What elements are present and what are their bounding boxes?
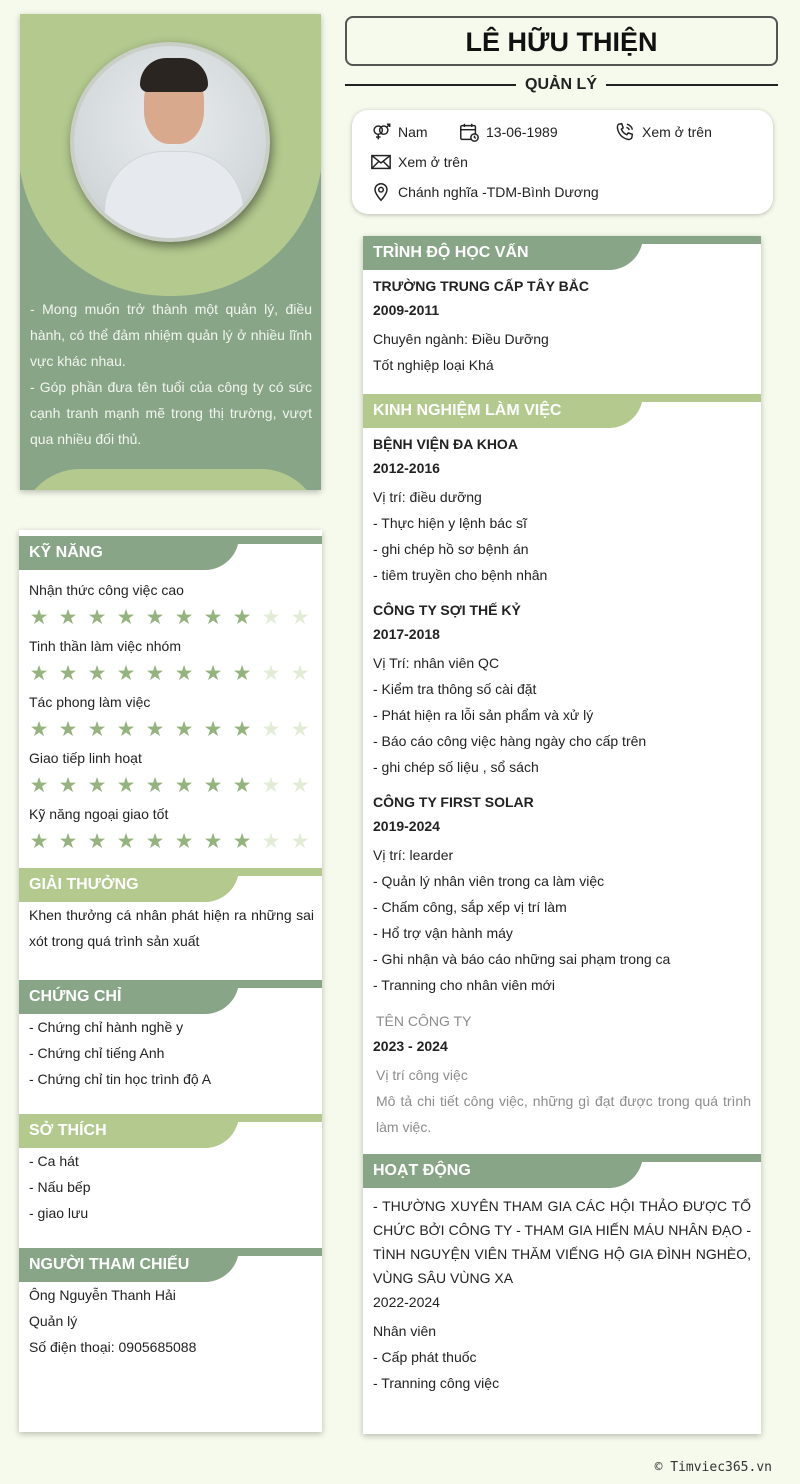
star-empty-icon: ★: [261, 830, 281, 853]
phone-icon: [614, 121, 636, 143]
awards-title: GIẢI THƯỞNG: [19, 868, 239, 902]
phone-value: Xem ở trên: [642, 124, 712, 140]
career-objective: [30, 296, 312, 452]
job-duty: - Kiểm tra thông số cài đặt: [373, 681, 537, 697]
job-duty: - Tranning cho nhân viên mới: [373, 977, 555, 993]
skill-name: Kỹ năng ngoại giao tốt: [29, 806, 169, 822]
star-filled-icon: ★: [232, 718, 252, 741]
job-duty: - Báo cáo công việc hàng ngày cho cấp trên: [373, 733, 647, 749]
skill-name: Tinh thần làm việc nhóm: [29, 638, 181, 654]
job-duty: - ghi chép hồ sơ bệnh án: [373, 541, 529, 557]
certificate-item: - Chứng chỉ tiếng Anh: [29, 1045, 165, 1061]
skill-item: [19, 748, 322, 798]
awards-text: Khen thưởng cá nhân phát hiện ra những sai xót trong quá trình sản xuất: [29, 907, 314, 949]
skills-title: KỸ NĂNG: [19, 536, 239, 570]
activities-entry: [363, 1194, 761, 1396]
education-major: Chuyên ngành: Điều Dưỡng: [373, 331, 549, 347]
birthday-value: 13-06-1989: [486, 124, 558, 140]
star-filled-icon: ★: [29, 830, 49, 853]
experience-title: KINH NGHIỆM LÀM VIỆC: [363, 394, 643, 428]
star-filled-icon: ★: [203, 718, 223, 741]
star-filled-icon: ★: [203, 774, 223, 797]
education-grade: Tốt nghiệp loại Khá: [373, 357, 494, 373]
star-filled-icon: ★: [87, 606, 107, 629]
hobbies-list: [19, 1148, 322, 1226]
star-filled-icon: ★: [58, 774, 78, 797]
star-filled-icon: ★: [232, 830, 252, 853]
certificate-item: - Chứng chỉ tin học trình độ A: [29, 1071, 212, 1087]
star-filled-icon: ★: [29, 774, 49, 797]
job-duty: - Thực hiện y lệnh bác sĩ: [373, 515, 527, 531]
star-filled-icon: ★: [116, 774, 136, 797]
star-filled-icon: ★: [87, 718, 107, 741]
address-value: Chánh nghĩa -TDM-Bình Dương: [398, 184, 599, 200]
job-duty: - Hổ trợ vận hành máy: [373, 925, 513, 941]
references-list: [19, 1282, 322, 1360]
placeholder-position: Vị trí công việc: [376, 1067, 468, 1083]
star-filled-icon: ★: [174, 662, 194, 685]
job-duty: - Quản lý nhân viên trong ca làm việc: [373, 873, 605, 889]
hobby-item: - Nấu bếp: [29, 1179, 91, 1195]
gender-icon: [370, 121, 392, 143]
hobby-item: - giao lưu: [29, 1205, 89, 1221]
star-empty-icon: ★: [261, 606, 281, 629]
hobbies-title: SỞ THÍCH: [19, 1114, 239, 1148]
activities-section-header: [363, 1148, 761, 1184]
skill-item: [19, 692, 322, 742]
star-empty-icon: ★: [261, 718, 281, 741]
star-filled-icon: ★: [145, 718, 165, 741]
star-filled-icon: ★: [145, 606, 165, 629]
contact-email: [370, 150, 468, 174]
certificates-section-header: [19, 974, 322, 1010]
profile-footer-arc: [20, 469, 321, 490]
job-duty: - Ghi nhận và báo cáo những sai phạm trong ca: [373, 951, 671, 967]
right-panel: [363, 236, 761, 1434]
job-position: Vị trí: điều dưỡng: [373, 489, 482, 505]
star-filled-icon: ★: [29, 606, 49, 629]
star-empty-icon: ★: [290, 830, 310, 853]
skill-item: [19, 804, 322, 854]
education-title: TRÌNH ĐỘ HỌC VẤN: [363, 236, 643, 270]
skill-name: Nhận thức công việc cao: [29, 582, 184, 598]
star-empty-icon: ★: [290, 662, 310, 685]
star-filled-icon: ★: [174, 718, 194, 741]
email-icon: [370, 151, 392, 173]
skill-rating: [29, 718, 322, 742]
contact-birthday: [458, 120, 558, 144]
star-filled-icon: ★: [232, 774, 252, 797]
job-duty: - Phát hiện ra lỗi sản phẩm và xử lý: [373, 707, 594, 723]
skill-rating: [29, 774, 322, 798]
job-company: BỆNH VIỆN ĐA KHOA: [373, 436, 518, 452]
placeholder-period: 2023 - 2024: [373, 1038, 448, 1054]
experience-placeholder: [363, 1008, 761, 1140]
location-pin-icon: [370, 181, 392, 203]
references-section-header: [19, 1242, 322, 1278]
avatar: [70, 42, 270, 242]
activities-title: HOẠT ĐỘNG: [363, 1154, 643, 1188]
calendar-icon: [458, 121, 480, 143]
activities-description: - THƯỜNG XUYÊN THAM GIA CÁC HỘI THẢO ĐƯỢC TỔ CHỨC BỞI CÔNG TY - THAM GIA HIẾN MÁU NHÂN ĐẠO - TÌNH NGUYỆN VIÊN THĂM VIẾNG HỘ GIA ĐÌNH NGHÈO, VÙNG SÂU VÙNG XA: [373, 1198, 751, 1286]
skill-rating: [29, 662, 322, 686]
education-entry: [363, 274, 761, 378]
star-filled-icon: ★: [116, 830, 136, 853]
references-title: NGƯỜI THAM CHIẾU: [19, 1248, 239, 1282]
skill-name: Giao tiếp linh hoạt: [29, 750, 142, 766]
star-empty-icon: ★: [261, 774, 281, 797]
job-period: 2012-2016: [373, 460, 440, 476]
certificate-item: - Chứng chỉ hành nghề y: [29, 1019, 184, 1035]
job-company: CÔNG TY FIRST SOLAR: [373, 794, 534, 810]
job-duty: - tiêm truyền cho bệnh nhân: [373, 567, 548, 583]
footer-credit: © Timviec365.vn: [654, 1460, 772, 1475]
star-filled-icon: ★: [203, 606, 223, 629]
skill-item: [19, 580, 322, 630]
star-filled-icon: ★: [58, 830, 78, 853]
star-filled-icon: ★: [29, 718, 49, 741]
objective-line: - Mong muốn trở thành một quản lý, điều hành, có thể đảm nhiệm quản lý ở nhiều lĩnh vực khác nhau.: [30, 301, 312, 369]
star-filled-icon: ★: [145, 830, 165, 853]
star-filled-icon: ★: [58, 718, 78, 741]
contact-gender: [370, 120, 428, 144]
profile-card: [20, 14, 321, 490]
skill-rating: [29, 606, 322, 630]
star-empty-icon: ★: [261, 662, 281, 685]
star-empty-icon: ★: [290, 774, 310, 797]
star-filled-icon: ★: [145, 662, 165, 685]
skills-list: [19, 566, 322, 854]
star-filled-icon: ★: [203, 662, 223, 685]
activities-period: 2022-2024: [373, 1294, 440, 1310]
experience-list: [363, 432, 761, 998]
star-empty-icon: ★: [290, 718, 310, 741]
hobbies-section-header: [19, 1108, 322, 1144]
activities-item: - Tranning công việc: [373, 1375, 500, 1391]
placeholder-description: Mô tả chi tiết công việc, những gì đạt được trong quá trình làm việc.: [376, 1093, 751, 1135]
star-filled-icon: ★: [174, 830, 194, 853]
skills-section-header: [19, 530, 322, 566]
left-panel: [19, 530, 322, 1432]
job-period: 2017-2018: [373, 626, 440, 642]
star-empty-icon: ★: [290, 606, 310, 629]
education-section-header: [363, 230, 761, 266]
contact-address: [370, 180, 599, 204]
star-filled-icon: ★: [29, 662, 49, 685]
certificates-list: [19, 1014, 322, 1092]
star-filled-icon: ★: [87, 662, 107, 685]
reference-name: Ông Nguyễn Thanh Hải: [29, 1287, 176, 1303]
awards-section-header: [19, 862, 322, 898]
job-position: Vị trí: learder: [373, 847, 454, 863]
job-entry: [363, 432, 761, 588]
job-position: Vị Trí: nhân viên QC: [373, 655, 500, 671]
email-value: Xem ở trên: [398, 154, 468, 170]
skill-name: Tác phong làm việc: [29, 694, 151, 710]
education-school: TRƯỜNG TRUNG CẤP TÂY BẮC: [373, 278, 589, 294]
star-filled-icon: ★: [174, 774, 194, 797]
star-filled-icon: ★: [232, 662, 252, 685]
objective-line: - Góp phần đưa tên tuổi của công ty có sức cạnh tranh mạnh mẽ trong thị trường, vượt qua nhiều đối thủ.: [30, 379, 312, 447]
star-filled-icon: ★: [203, 830, 223, 853]
placeholder-company: TÊN CÔNG TY: [376, 1013, 472, 1029]
candidate-name: LÊ HỮU THIỆN: [345, 16, 778, 66]
job-title: QUẢN LÝ: [516, 72, 606, 98]
contact-phone: [614, 120, 712, 144]
star-filled-icon: ★: [87, 774, 107, 797]
activities-role: Nhân viên: [373, 1323, 437, 1339]
star-filled-icon: ★: [116, 718, 136, 741]
star-filled-icon: ★: [58, 606, 78, 629]
star-filled-icon: ★: [87, 830, 107, 853]
star-filled-icon: ★: [58, 662, 78, 685]
star-filled-icon: ★: [174, 606, 194, 629]
job-duty: - ghi chép số liệu , sổ sách: [373, 759, 539, 775]
job-entry: [363, 598, 761, 780]
star-filled-icon: ★: [116, 606, 136, 629]
reference-position: Quản lý: [29, 1313, 78, 1329]
star-filled-icon: ★: [145, 774, 165, 797]
hobby-item: - Ca hát: [29, 1153, 79, 1169]
gender-value: Nam: [398, 124, 428, 140]
skill-rating: [29, 830, 322, 854]
certificates-title: CHỨNG CHỈ: [19, 980, 239, 1014]
skill-item: [19, 636, 322, 686]
job-entry: [363, 790, 761, 998]
star-filled-icon: ★: [232, 606, 252, 629]
job-duty: - Chấm công, sắp xếp vị trí làm: [373, 899, 567, 915]
star-filled-icon: ★: [116, 662, 136, 685]
education-period: 2009-2011: [373, 302, 440, 318]
job-company: CÔNG TY SỢI THẾ KỶ: [373, 602, 521, 618]
experience-section-header: [363, 388, 761, 424]
activities-item: - Cấp phát thuốc: [373, 1349, 477, 1365]
job-period: 2019-2024: [373, 818, 440, 834]
contact-card: [352, 110, 773, 214]
reference-phone: Số điện thoại: 0905685088: [29, 1339, 197, 1355]
